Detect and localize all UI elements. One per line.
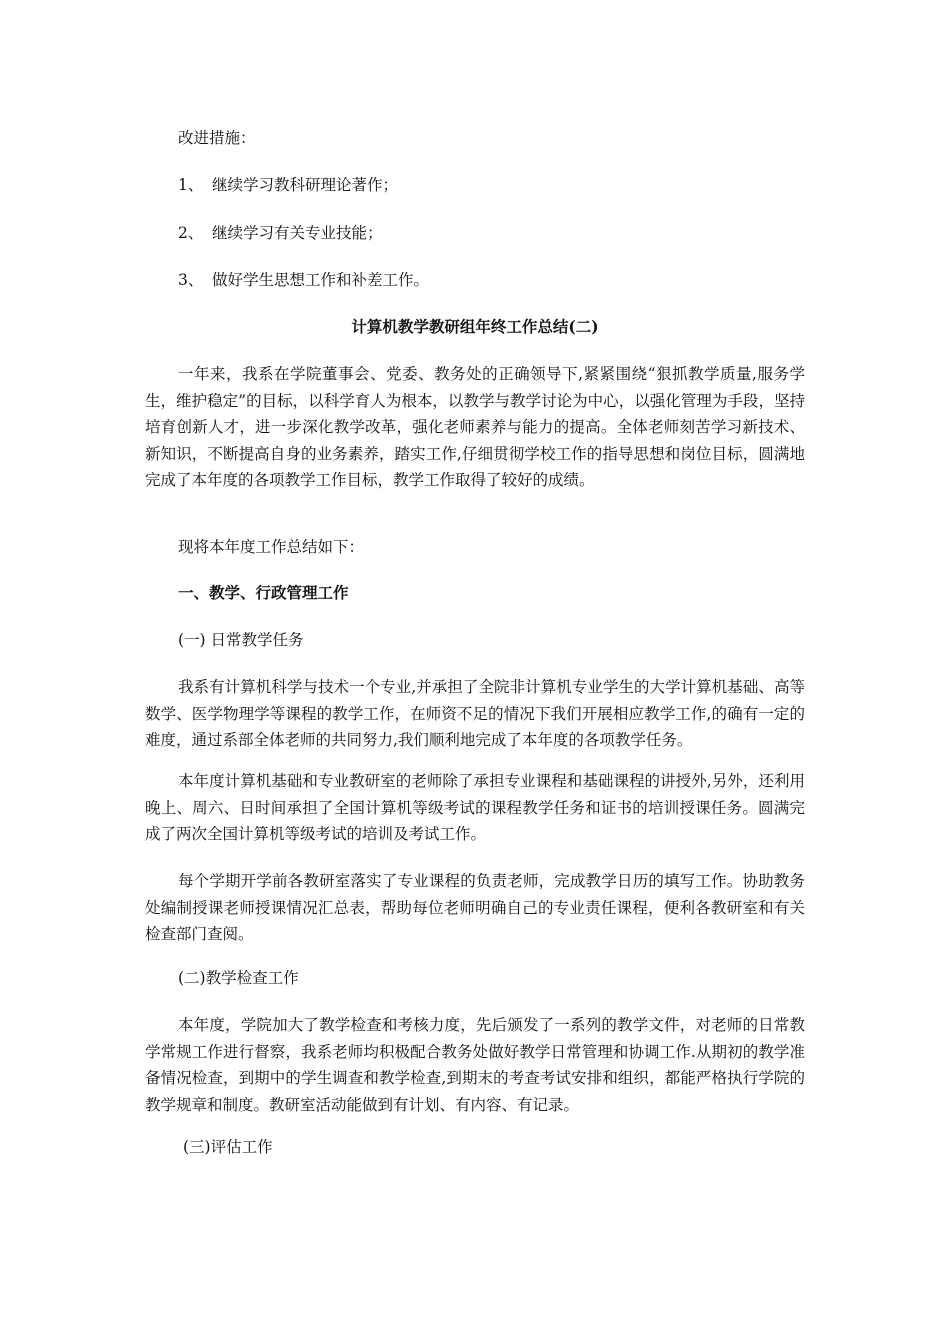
paragraph-daily-teaching: 我系有计算机科学与技术一个专业,并承担了全院非计算机专业学生的大学计算机基础、高等数学、医学物理学等课程的教学工作，在师资不足的情况下我们开展相应教学工作,的确有一定的难度，通过系部全体老师的共同努力,我们顺利地完成了本年度的各项教学任务。 <box>145 678 805 749</box>
paragraph-computer-exam: 本年度计算机基础和专业教研室的老师除了承担专业课程和基础课程的讲授外,另外，还利用晚上、周六、日时间承担了全国计算机等级考试的课程教学任务和证书的培训授课任务。圆满完成了两次全国计算机等级考试的培训及考试工作。 <box>145 772 805 843</box>
item-text: 继续学习有关专业技能； <box>212 224 383 242</box>
subsection-heading-3: (三)评估工作 <box>183 1138 273 1156</box>
improvement-heading: 改进措施： <box>178 129 256 147</box>
item-text: 做好学生思想工作和补差工作。 <box>212 271 430 289</box>
paragraph-semester-prep: 每个学期开学前各教研室落实了专业课程的负责老师，完成教学日历的填写工作。协助教务处编制授课老师授课情况汇总表，帮助每位老师明确自己的专业责任课程，便利各教研室和有关检查部门查阅。 <box>145 872 805 943</box>
improvement-item-3 <box>178 267 429 293</box>
item-number: 1、 <box>178 176 204 194</box>
subsection-heading-1: (一) 日常教学任务 <box>178 631 304 649</box>
improvement-item-1 <box>178 172 398 198</box>
item-number: 3、 <box>178 271 204 289</box>
improvement-item-2 <box>178 220 383 246</box>
subsection-heading-2: (二)教学检查工作 <box>178 969 299 987</box>
item-number: 2、 <box>178 224 204 242</box>
item-text: 继续学习教科研理论著作； <box>212 176 399 194</box>
intro-paragraph: 一年来，我系在学院董事会、党委、教务处的正确领导下,紧紧围绕“狠抓教学质量,服务学生，维护稳定”的目标，以科学育人为根本，以教学与教学讨论为中心，以强化管理为手段，坚持培育创新人才，进一步深化教学改革，强化老师素养与能力的提高。全体老师刻苦学习新技术、新知识，不断提高自身的业务素养，踏实工作,仔细贯彻学校工作的指导思想和岗位目标，圆满地完成了本年度的各项教学工作目标，教学工作取得了较好的成绩。 <box>145 365 805 489</box>
summary-intro: 现将本年度工作总结如下： <box>178 538 365 556</box>
paragraph-teaching-inspection: 本年度，学院加大了教学检查和考核力度，先后颁发了一系列的教学文件，对老师的日常教学常规工作进行督察，我系老师均积极配合教务处做好教学日常管理和协调工作.从期初的教学准备情况检查，到期中的学生调查和教学检查,到期末的考查考试安排和组织，都能严格执行学院的教学规章和制度。教研室活动能做到有计划、有内容、有记录。 <box>145 1016 805 1114</box>
document-title: 计算机教学教研组年终工作总结(二) <box>351 317 599 336</box>
section-heading: 一、教学、行政管理工作 <box>178 583 349 602</box>
